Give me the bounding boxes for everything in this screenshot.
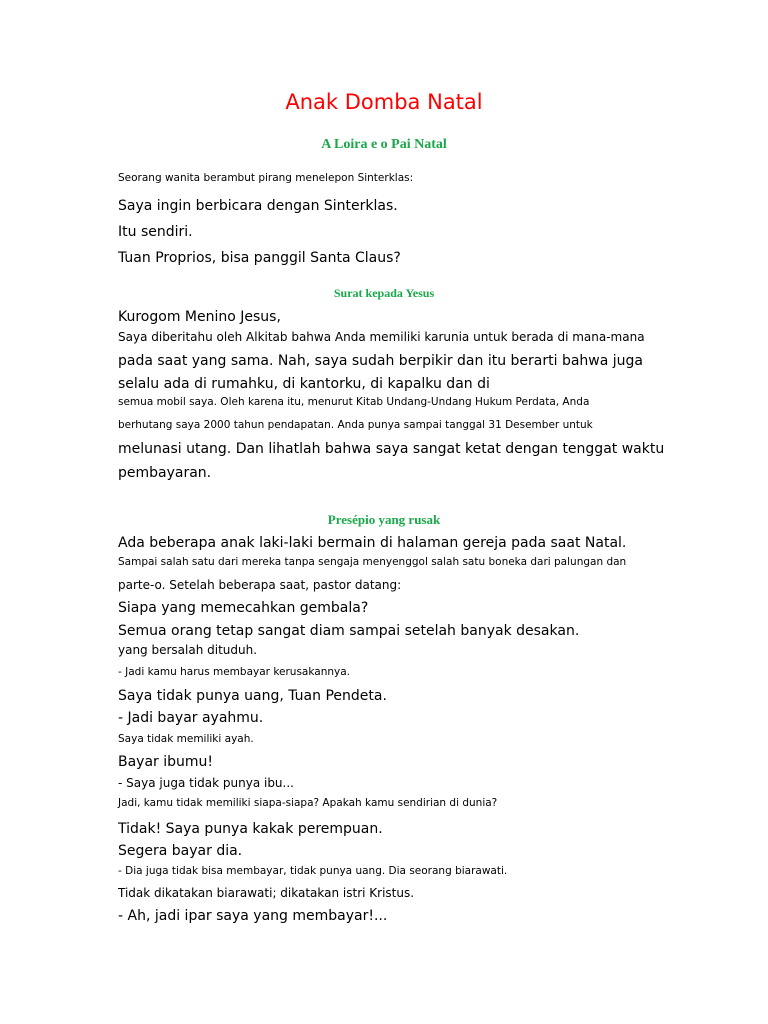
text-line: - Jadi kamu harus membayar kerusakannya. <box>118 666 350 678</box>
text-line: Siapa yang memecahkan gembala? <box>118 600 369 616</box>
text-line: pembayaran. <box>118 465 212 481</box>
text-line: Saya tidak memiliki ayah. <box>118 733 254 745</box>
text-line: selalu ada di rumahku, di kantorku, di kapalku dan di <box>118 376 490 392</box>
text-line: Ada beberapa anak laki-laki bermain di halaman gereja pada saat Natal. <box>118 535 627 551</box>
text-line: Tidak dikatakan biarawati; dikatakan istri Kristus. <box>118 886 415 900</box>
text-line: Saya tidak punya uang, Tuan Pendeta. <box>118 688 387 704</box>
text-line: parte-o. Setelah beberapa saat, pastor datang: <box>118 578 402 592</box>
text-line: Tuan Proprios, bisa panggil Santa Claus? <box>118 250 401 266</box>
text-line: semua mobil saya. Oleh karena itu, menurut Kitab Undang-Undang Hukum Perdata, Anda <box>118 396 590 408</box>
text-line: Segera bayar dia. <box>118 843 243 859</box>
text-line: Kurogom Menino Jesus, <box>118 309 281 325</box>
text-line: pada saat yang sama. Nah, saya sudah berpikir dan itu berarti bahwa juga <box>118 353 643 369</box>
text-line: - Jadi bayar ayahmu. <box>118 710 264 726</box>
text-line: Jadi, kamu tidak memiliki siapa-siapa? Apakah kamu sendirian di dunia? <box>118 797 498 809</box>
text-line: Itu sendiri. <box>118 224 193 240</box>
text-line: melunasi utang. Dan lihatlah bahwa saya sangat ketat dengan tenggat waktu <box>118 441 665 457</box>
document-title: Anak Domba Natal <box>285 90 483 114</box>
text-line: Saya ingin berbicara dengan Sinterklas. <box>118 198 398 214</box>
text-line: - Dia juga tidak bisa membayar, tidak punya uang. Dia seorang biarawati. <box>118 865 508 877</box>
text-line: Saya diberitahu oleh Alkitab bahwa Anda memiliki karunia untuk berada di mana-mana <box>118 330 645 344</box>
text-line: Sampai salah satu dari mereka tanpa sengaja menyenggol salah satu boneka dari palungan dan <box>118 556 627 568</box>
text-line: berhutang saya 2000 tahun pendapatan. Anda punya sampai tanggal 31 Desember untuk <box>118 419 593 431</box>
section-heading-nativity: Presépio yang rusak <box>327 512 441 527</box>
text-line: - Saya juga tidak punya ibu... <box>118 776 294 790</box>
text-line: yang bersalah dituduh. <box>118 643 258 657</box>
text-line: Semua orang tetap sangat diam sampai setelah banyak desakan. <box>118 623 580 639</box>
text-line: Seorang wanita berambut pirang menelepon Sinterklas: <box>118 172 414 184</box>
text-line: Bayar ibumu! <box>118 754 214 770</box>
section-heading-letter: Surat kepada Yesus <box>333 286 435 300</box>
text-line: Tidak! Saya punya kakak perempuan. <box>118 821 383 837</box>
text-line: - Ah, jadi ipar saya yang membayar!... <box>118 908 388 924</box>
section-heading-blonde: A Loira e o Pai Natal <box>321 137 447 152</box>
